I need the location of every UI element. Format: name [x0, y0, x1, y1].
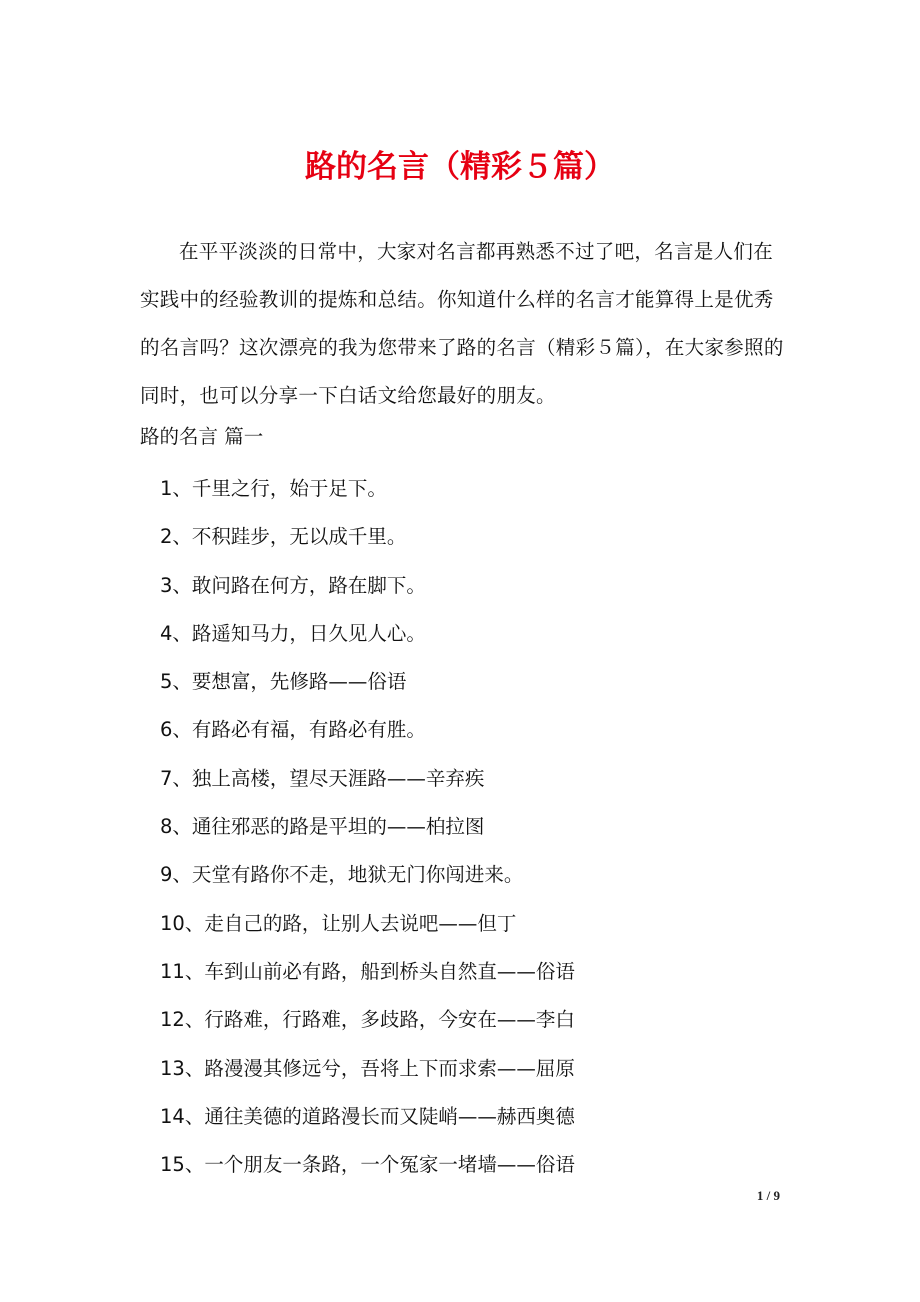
quote-list [160, 465, 575, 1189]
section-heading: 路的名言 篇一 [140, 425, 264, 448]
quote-item: 4、路遥知马力，日久见人心。 [160, 621, 426, 645]
quote-item: 8、通往邪恶的路是平坦的——柏拉图 [160, 815, 485, 839]
quote-item: 2、不积跬步，无以成千里。 [160, 525, 407, 549]
quote-item: 13、路漫漫其修远兮，吾将上下而求索——屈原 [160, 1056, 575, 1080]
document-title: 路的名言（精彩５篇） [305, 149, 615, 185]
quote-item: 6、有路必有福，有路必有胜。 [160, 718, 426, 742]
quote-item: 9、天堂有路你不走，地狱无门你闯进来。 [160, 863, 524, 887]
quote-item: 14、通往美德的道路漫长而又陡峭——赫西奥德 [160, 1104, 575, 1128]
quote-item: 12、行路难，行路难，多歧路，今安在——李白 [160, 1008, 575, 1032]
quote-item: 11、车到山前必有路，船到桥头自然直——俗语 [160, 959, 575, 983]
quote-item: 15、一个朋友一条路，一个冤家一堵墙——俗语 [160, 1153, 575, 1177]
quote-item: 1、千里之行，始于足下。 [160, 477, 387, 500]
quote-item: 3、敢问路在何方，路在脚下。 [160, 573, 426, 597]
intro-paragraph: 在平平淡淡的日常中，大家对名言都再熟悉不过了吧，名言是人们在实践中的经验教训的提炼和总结。你知道什么样的名言才能算得上是优秀的名言吗？这次漂亮的我为您带来了路的名言（精彩５篇），在大家参照的同时，也可以分享一下白话文给您最好的朋友。 [140, 240, 784, 407]
quote-item: 10、走自己的路，让别人去说吧——但丁 [160, 911, 517, 935]
quote-item: 5、要想富，先修路——俗语 [160, 670, 407, 694]
page-number: 1 / 9 [756, 1188, 780, 1203]
quote-item: 7、独上高楼，望尽天涯路——辛弃疾 [160, 766, 485, 790]
